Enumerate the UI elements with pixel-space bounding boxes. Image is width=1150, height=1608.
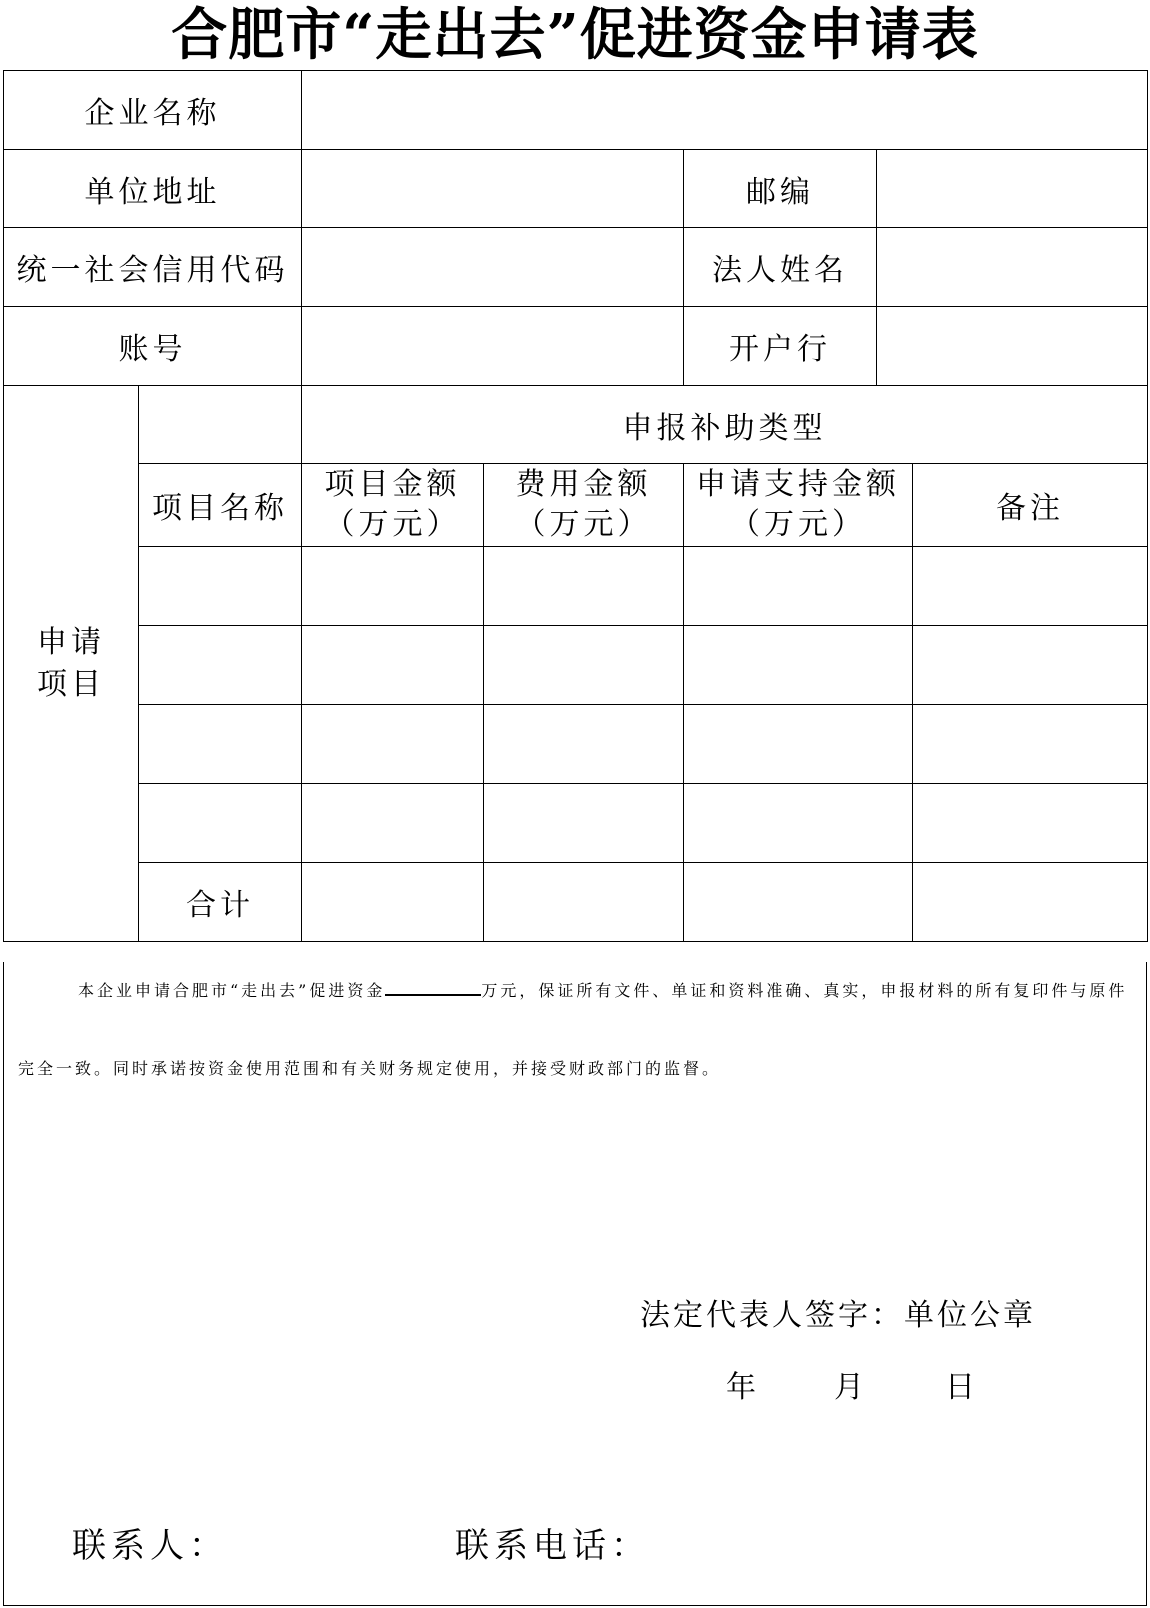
credit-code-label: 统一社会信用代码 xyxy=(4,228,302,307)
project-name-cell[interactable] xyxy=(139,626,302,705)
column-cost-amount xyxy=(484,464,684,547)
column-support-amount xyxy=(684,464,913,547)
legal-person-label: 法人姓名 xyxy=(684,228,877,307)
project-amount-cell[interactable] xyxy=(302,626,484,705)
column-cost-amount-label: 费用金额 xyxy=(515,467,652,502)
page-title: 合肥市“走出去”促进资金申请表 xyxy=(171,2,979,68)
legal-person-field[interactable] xyxy=(877,228,1148,307)
total-support-amount-cell[interactable] xyxy=(684,863,913,942)
address-field[interactable] xyxy=(302,150,684,228)
column-remark: 备注 xyxy=(913,464,1148,547)
bank-label: 开户行 xyxy=(684,307,877,386)
signature-label: 法定代表人签字：单位公章 xyxy=(640,1298,1036,1333)
column-project-name: 项目名称 xyxy=(139,464,302,547)
declaration-part1: 本企业申请合肥市“走出去”促进资金 xyxy=(78,981,386,1000)
declaration-part2: 万元，保证所有文件、单证和资料准确、真实，申报材料的所有复印件与原件完全一致。同时承诺按资金使用范围和有关财务规定使用，并接受财政部门的监督。 xyxy=(18,981,1128,1078)
support-amount-cell[interactable] xyxy=(684,547,913,626)
table-row xyxy=(4,626,1148,705)
date-day: 日 xyxy=(945,1370,975,1405)
project-amount-cell[interactable] xyxy=(302,547,484,626)
project-name-cell[interactable] xyxy=(139,547,302,626)
remark-cell[interactable] xyxy=(913,705,1148,784)
date-year: 年 xyxy=(726,1370,756,1405)
cost-amount-cell[interactable] xyxy=(484,705,684,784)
subsidy-type-header: 申报补助类型 xyxy=(302,386,1148,464)
postcode-label: 邮编 xyxy=(684,150,877,228)
credit-code-field[interactable] xyxy=(302,228,684,307)
account-label: 账号 xyxy=(4,307,302,386)
postcode-field[interactable] xyxy=(877,150,1148,228)
table-row xyxy=(4,705,1148,784)
table-row xyxy=(4,784,1148,863)
project-amount-cell[interactable] xyxy=(302,705,484,784)
address-label: 单位地址 xyxy=(4,150,302,228)
column-support-amount-unit: （万元） xyxy=(730,507,866,542)
total-cost-amount-cell[interactable] xyxy=(484,863,684,942)
amount-blank[interactable] xyxy=(385,968,481,996)
project-name-cell[interactable] xyxy=(139,784,302,863)
total-row xyxy=(4,863,1148,942)
contact-phone-label: 联系电话： xyxy=(455,1526,650,1566)
bank-field[interactable] xyxy=(877,307,1148,386)
project-section-label xyxy=(4,386,139,942)
remark-cell[interactable] xyxy=(913,784,1148,863)
project-amount-cell[interactable] xyxy=(302,784,484,863)
support-amount-cell[interactable] xyxy=(684,784,913,863)
column-project-amount-unit: （万元） xyxy=(324,507,461,542)
company-name-field[interactable] xyxy=(302,71,1148,150)
project-section-label-line1: 申请 xyxy=(37,624,105,660)
cost-amount-cell[interactable] xyxy=(484,784,684,863)
table-row xyxy=(4,547,1148,626)
remark-cell[interactable] xyxy=(913,547,1148,626)
project-name-cell[interactable] xyxy=(139,705,302,784)
support-amount-cell[interactable] xyxy=(684,705,913,784)
column-project-amount xyxy=(302,464,484,547)
column-cost-amount-unit: （万元） xyxy=(515,507,652,542)
total-remark-cell[interactable] xyxy=(913,863,1148,942)
date-month: 月 xyxy=(834,1370,864,1405)
total-label: 合计 xyxy=(139,863,302,942)
cost-amount-cell[interactable] xyxy=(484,626,684,705)
column-project-amount-label: 项目金额 xyxy=(324,467,461,502)
total-project-amount-cell[interactable] xyxy=(302,863,484,942)
remark-cell[interactable] xyxy=(913,626,1148,705)
cost-amount-cell[interactable] xyxy=(484,547,684,626)
project-section-label-line2: 项目 xyxy=(37,666,105,702)
declaration-text xyxy=(18,952,1128,1108)
support-amount-cell[interactable] xyxy=(684,626,913,705)
application-form-table xyxy=(3,70,1148,942)
contact-person-label: 联系人： xyxy=(72,1526,228,1566)
header-blank-cell xyxy=(139,386,302,464)
column-support-amount-label: 申请支持金额 xyxy=(696,467,900,502)
account-field[interactable] xyxy=(302,307,684,386)
company-name-label: 企业名称 xyxy=(4,71,302,150)
